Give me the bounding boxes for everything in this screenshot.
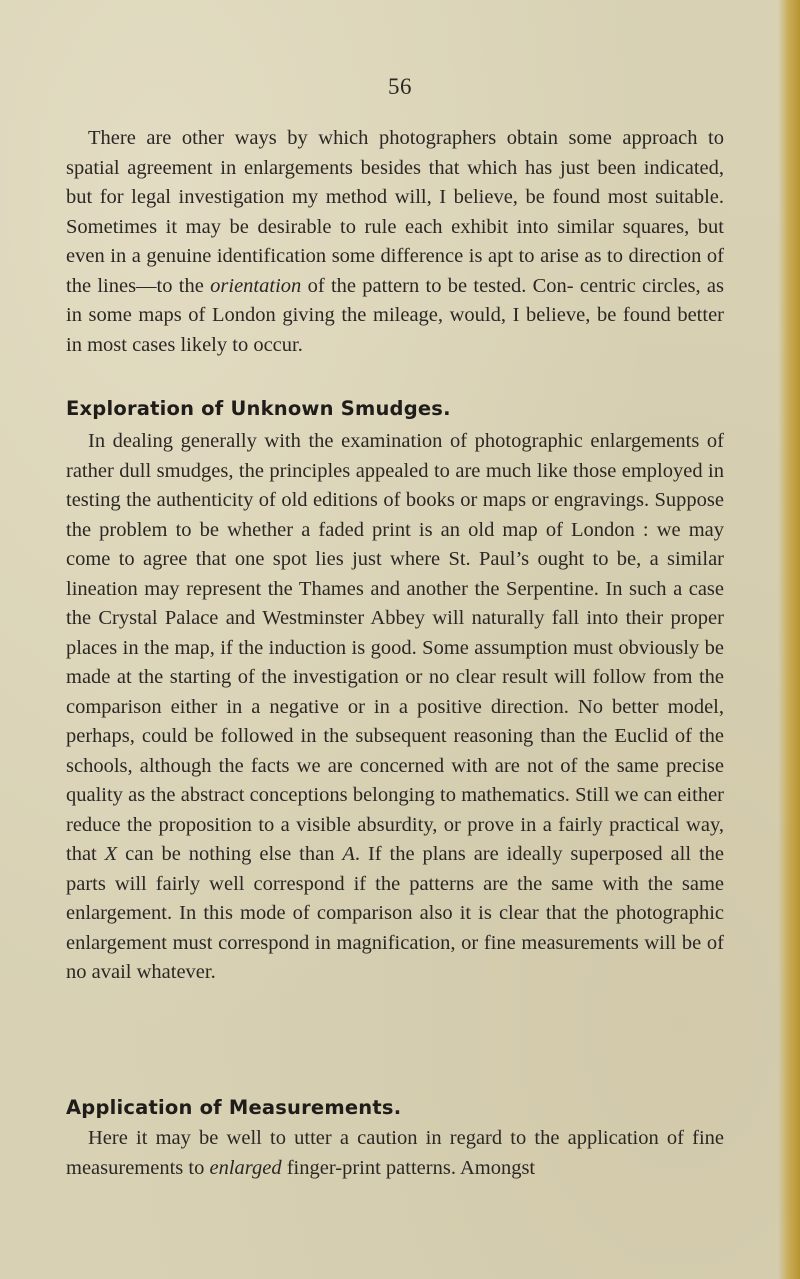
paragraph-unknown-smudges	[66, 427, 724, 988]
page-edge	[778, 0, 800, 1279]
text-run: finger-print patterns. Amongst	[281, 1156, 536, 1179]
paragraph-text	[66, 427, 724, 988]
section-heading-measurements: Application of Measurements.	[66, 1096, 402, 1119]
text-run: In dealing generally with the examination of photographic enlargements of rather dull smudges, the principles appealed to are much like those employed in testing the authenticity of old editions of books or maps or engravings. Suppose the problem to be whether a faded print is an old map of London : we may come to agree that one spot lies just where St. Paul’s ought to be, a similar lineation may represent the Thames and another the Serpentine. In such a case the Crystal Palace and Westminster Abbey will naturally fall into their proper places in the map, if the induction is good. Some assumption must obviously be made at the starting of the investigation or no clear result will follow from the comparison either in a negative or in a positive direction. No better model, perhaps, could be followed in the subsequent reasoning than the Euclid of the schools, although the facts we are concerned with are not of the same precise quality as the abstract conceptions belonging to mathematics. Still we can either reduce the proposition to a visible absurdity, or prove in a fairly practical way, that	[66, 430, 724, 865]
text-run: can be nothing else than	[117, 843, 343, 865]
emphasis-x: X	[104, 843, 118, 865]
section-heading-exploration: Exploration of Unknown Smudges.	[66, 397, 451, 420]
emphasis-a: A	[342, 843, 355, 865]
text-run: There are other ways by which photographers obtain some approach to spatial agreement in enlargements besides that which has just been indicated, but for legal investigation my method will, I believe, be found most suitable. Sometimes it may be desirable to rule each exhibit into similar squares, but even in a genuine identification some difference is apt to arise as to direction of the lines—to the	[66, 127, 724, 297]
emphasis-orientation: orientation	[210, 274, 302, 297]
paragraph-text	[66, 1124, 724, 1183]
paragraph-measurements	[66, 1124, 724, 1183]
emphasis-enlarged: enlarged	[209, 1156, 282, 1179]
text-run: of the pattern to be tested. Con- centric circles, as in some maps of London giving the mileage, would, I believe, be found better in most cases likely to occur.	[66, 274, 724, 356]
page-number: 56	[388, 74, 412, 99]
paragraph-spatial-agreement	[66, 124, 724, 360]
text-run: Here it may be well to utter a caution in regard to the application of fine measurements to	[66, 1127, 724, 1179]
text-run: . If the plans are ideally superposed all the parts will fairly well correspond if the patterns are the same with the same enlargement. In this mode of comparison also it is clear that the photographic enlargement must correspond in magnification, or fine measurements will be of no avail whatever.	[66, 843, 724, 983]
paragraph-text	[66, 124, 724, 360]
